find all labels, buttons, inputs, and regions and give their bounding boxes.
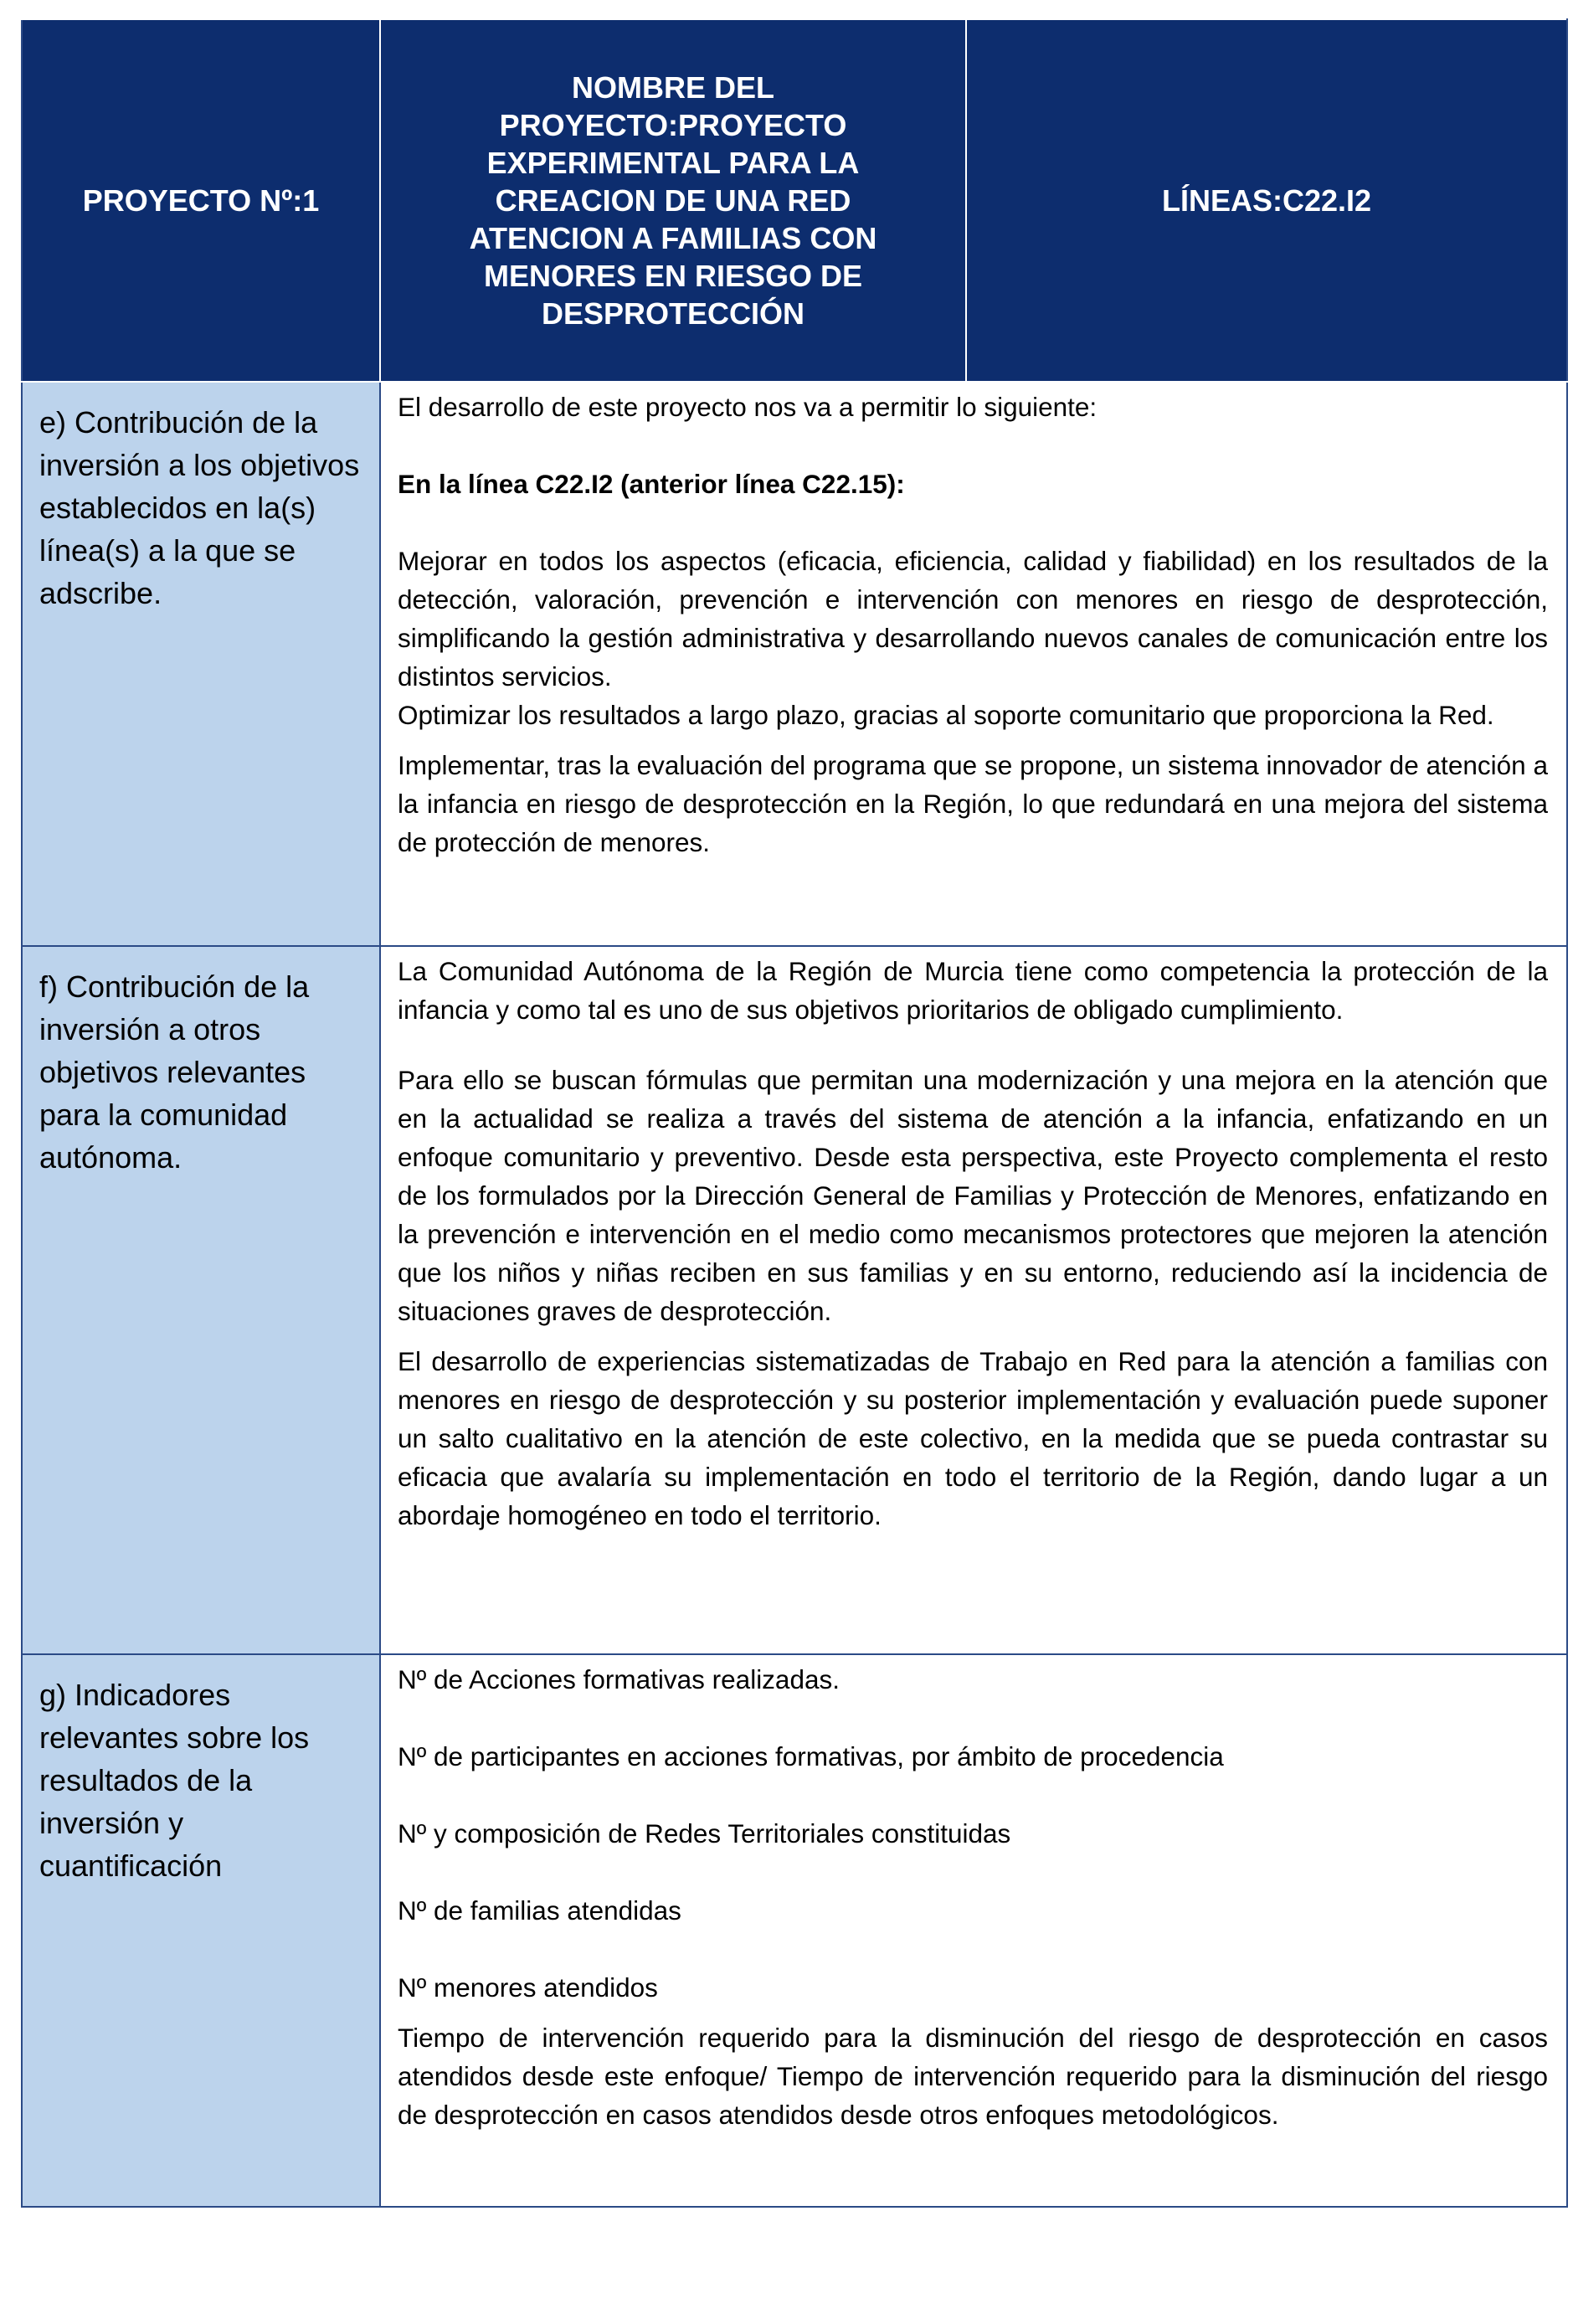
objective-paragraph-2: Optimizar los resultados a largo plazo, gracias al soporte comunitario que proporciona la Red. (398, 700, 1494, 730)
project-table (21, 18, 1568, 2208)
competence-paragraph: La Comunidad Autónoma de la Región de Murcia tiene como competencia la protección de la infancia y como tal es uno de sus objetivos prioritarios de obligado cumplimiento. (398, 956, 1548, 1025)
content-contribution-other (380, 946, 1567, 1654)
row-indicators (22, 1654, 1567, 2207)
row-contribution-other (22, 946, 1567, 1654)
label-contribution-other: f) Contribución de la inversión a otros objetivos relevantes para la comunidad autónoma. (22, 946, 380, 1654)
line-subheading: En la línea C22.I2 (anterior línea C22.15): (398, 469, 905, 499)
objective-paragraph-3: Implementar, tras la evaluación del programa que se propone, un sistema innovador de atención a la infancia en riesgo de desprotección en la Región, lo que redundará en una mejora del sistema de protección de menores. (398, 750, 1548, 857)
network-paragraph: El desarrollo de experiencias sistematizadas de Trabajo en Red para la atención a familias con menores en riesgo de desprotección y su posterior implementación y evaluación puede suponer un salto cualitativo en la atención de este colectivo, en la medida que se pueda contrastar su eficacia que avalaría su implementación en todo el territorio de la Región, dando lugar a un abordaje homogéneo en todo el territorio. (398, 1346, 1548, 1530)
indicator-item: Nº de Acciones formativas realizadas. (398, 1664, 840, 1694)
modernization-paragraph: Para ello se buscan fórmulas que permitan una modernización y una mejora en la atención que en la actualidad se realiza a través del sistema de atención a la infancia, enfatizando en un enfoque comunitario y preventivo. Desde esta perspectiva, este Proyecto complementa el resto de los formulados por la Dirección General de Familias y Protección de Menores, enfatizando en la prevención e intervención en el medio como mecanismos protectores que mejoren la atención que los niños y niñas reciben en sus familias y en su entorno, reduciendo así la incidencia de situaciones graves de desprotección. (398, 1065, 1548, 1326)
project-number-cell: PROYECTO Nº:1 (22, 19, 380, 382)
project-lines-cell: LÍNEAS:C22.I2 (966, 19, 1567, 382)
indicator-item: Tiempo de intervención requerido para la disminución del riesgo de desprotección en casos atendidos desde este enfoque/ Tiempo de intervención requerido para la disminución del riesgo de desprotección en casos atendidos desde otros enfoques metodológicos. (398, 2023, 1548, 2130)
label-indicators: g) Indicadores relevantes sobre los resultados de la inversión y cuantificación (22, 1654, 380, 2207)
indicator-item: Nº y composición de Redes Territoriales constituidas (398, 1818, 1011, 1848)
label-contribution-lines: e) Contribución de la inversión a los objetivos establecidos en la(s) línea(s) a la que se adscribe. (22, 382, 380, 946)
indicator-item: Nº menores atendidos (398, 1972, 658, 2003)
content-indicators (380, 1654, 1567, 2207)
intro-text: El desarrollo de este proyecto nos va a permitir lo siguiente: (398, 392, 1098, 422)
project-name-cell: NOMBRE DEL PROYECTO:PROYECTO EXPERIMENTAL PARA LA CREACION DE UNA RED ATENCION A FAMILIAS CON MENORES EN RIESGO DE DESPROTECCIÓN (380, 19, 966, 382)
indicator-item: Nº de familias atendidas (398, 1895, 681, 1926)
header-row (22, 19, 1567, 382)
indicator-item: Nº de participantes en acciones formativas, por ámbito de procedencia (398, 1741, 1224, 1771)
content-contribution-lines (380, 382, 1567, 946)
objective-paragraph-1: Mejorar en todos los aspectos (eficacia, eficiencia, calidad y fiabilidad) en los resultados de la detección, valoración, prevención e intervención con menores en riesgo de desprotección, simplificando la gestión administrativa y desarrollando nuevos canales de comunicación entre los distintos servicios. (398, 546, 1548, 692)
row-contribution-lines (22, 382, 1567, 946)
